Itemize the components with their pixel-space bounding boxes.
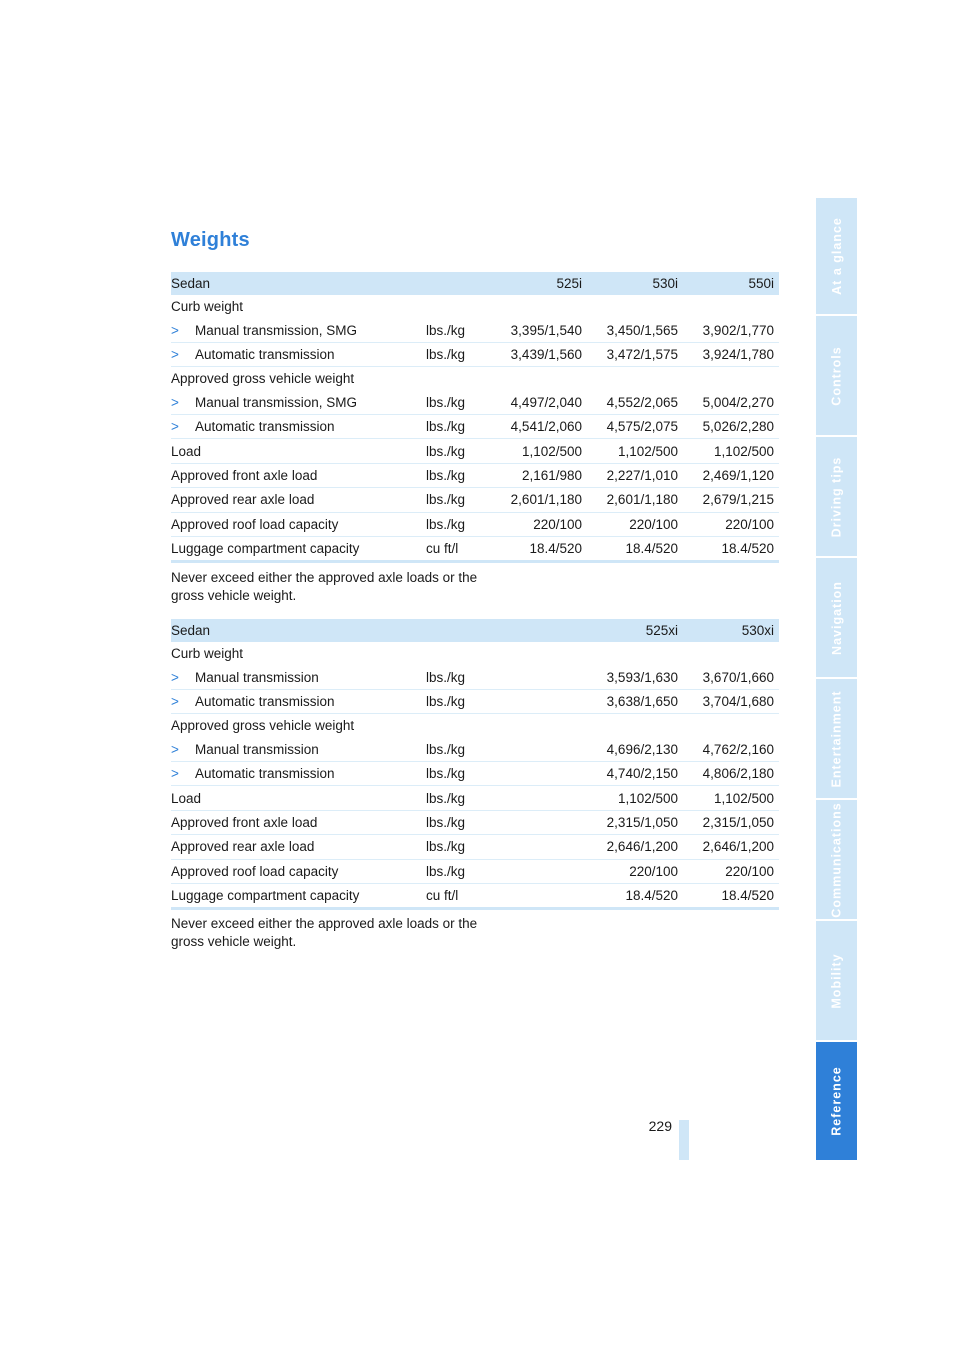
row-value: 4,552/2,065 (587, 391, 683, 415)
sidebar-tab-driving-tips[interactable] (816, 437, 857, 556)
row-label: Approved front axle load (171, 467, 318, 483)
table-row (171, 342, 779, 366)
row-unit: lbs./kg (426, 810, 491, 834)
row-label: Approved rear axle load (171, 492, 315, 508)
sidebar-tab-reference[interactable] (816, 1042, 857, 1160)
sidebar-tab-navigation[interactable] (816, 558, 857, 677)
row-value: 3,472/1,575 (587, 342, 683, 366)
row-value (491, 295, 587, 318)
row-value: 220/100 (491, 512, 587, 536)
sidebar-tab-label: Entertainment (829, 689, 844, 788)
row-value: 3,450/1,565 (587, 318, 683, 342)
table-row (171, 439, 779, 463)
row-label-cell (171, 883, 426, 908)
row-value: 2,315/1,050 (587, 810, 683, 834)
section-title: Weights (171, 229, 250, 251)
row-unit: lbs./kg (426, 738, 491, 762)
note-text: Never exceed either the approved axle loads or the gross vehicle weight. (171, 916, 478, 949)
row-label-cell (171, 859, 426, 883)
row-unit: lbs./kg (426, 761, 491, 785)
row-unit (426, 642, 491, 665)
row-value: 2,646/1,200 (683, 835, 779, 859)
row-unit: lbs./kg (426, 665, 491, 689)
table-row (171, 536, 779, 561)
sidebar-tab-label: Communications (829, 801, 844, 918)
row-label-cell (171, 367, 426, 391)
row-label-cell (171, 761, 426, 785)
row-value: 1,102/500 (491, 439, 587, 463)
table-header-row (171, 272, 779, 295)
row-label: Curb weight (171, 299, 244, 315)
row-unit: cu ft/l (426, 536, 491, 561)
row-value: 2,679/1,215 (683, 488, 779, 512)
table-row (171, 463, 779, 487)
table-row (171, 488, 779, 512)
row-value: 3,670/1,660 (683, 665, 779, 689)
table-row (171, 367, 779, 391)
row-value: 4,541/2,060 (491, 414, 587, 438)
sidebar-tab-communications[interactable] (816, 800, 857, 919)
table-row (171, 761, 779, 785)
row-unit: lbs./kg (426, 391, 491, 415)
table-row (171, 738, 779, 762)
row-value: 4,575/2,075 (587, 414, 683, 438)
row-unit: lbs./kg (426, 689, 491, 713)
row-value: 3,924/1,780 (683, 342, 779, 366)
row-value: 1,102/500 (587, 786, 683, 810)
table-row (171, 391, 779, 415)
sidebar-tab-controls[interactable] (816, 316, 857, 435)
row-value (587, 714, 683, 738)
header-model: 530xi (683, 619, 779, 642)
row-value: 3,439/1,560 (491, 342, 587, 366)
row-unit (426, 714, 491, 738)
table-row (171, 859, 779, 883)
row-value: 2,315/1,050 (683, 810, 779, 834)
row-label: Automatic transmission (195, 419, 335, 435)
row-value (491, 810, 587, 834)
table-row (171, 642, 779, 665)
row-label: Automatic transmission (195, 346, 335, 362)
row-unit: lbs./kg (426, 439, 491, 463)
row-value: 18.4/520 (683, 536, 779, 561)
table-row (171, 786, 779, 810)
row-unit (426, 295, 491, 318)
row-value: 3,902/1,770 (683, 318, 779, 342)
row-label: Approved gross vehicle weight (171, 371, 355, 387)
row-value: 4,762/2,160 (683, 738, 779, 762)
row-value: 2,601/1,180 (491, 488, 587, 512)
sidebar-tab-label: Driving tips (829, 456, 844, 537)
page-number-bar (679, 1120, 689, 1160)
row-value (491, 859, 587, 883)
row-value: 1,102/500 (587, 439, 683, 463)
row-value: 220/100 (587, 512, 683, 536)
row-label: Load (171, 443, 202, 459)
bullet-icon: > (171, 419, 179, 435)
row-label: Approved roof load capacity (171, 863, 339, 879)
row-value: 220/100 (683, 512, 779, 536)
row-value (491, 689, 587, 713)
row-value: 18.4/520 (491, 536, 587, 561)
bullet-icon: > (171, 741, 179, 757)
row-label-cell (171, 414, 426, 438)
row-label: Load (171, 790, 202, 806)
row-label: Manual transmission, SMG (195, 394, 358, 410)
table-row (171, 414, 779, 438)
header-model: 525xi (587, 619, 683, 642)
sidebar-tab-label: Reference (829, 1066, 844, 1136)
row-value: 2,227/1,010 (587, 463, 683, 487)
page-number: 229 (648, 1118, 672, 1134)
header-model: 530i (587, 272, 683, 295)
row-label-cell (171, 295, 426, 318)
row-value: 4,497/2,040 (491, 391, 587, 415)
sidebar-tab-at-a-glance[interactable] (816, 198, 857, 314)
sidebar-tab-label: At a glance (829, 217, 844, 295)
weights-table-sedan-2 (171, 619, 779, 910)
header-unit-spacer (426, 619, 491, 642)
row-value: 4,696/2,130 (587, 738, 683, 762)
row-unit: lbs./kg (426, 859, 491, 883)
row-value (491, 367, 587, 391)
bullet-icon: > (171, 669, 179, 685)
row-value: 1,102/500 (683, 439, 779, 463)
note-text: Never exceed either the approved axle loads or the gross vehicle weight. (171, 570, 478, 603)
header-unit-spacer (426, 272, 491, 295)
row-value: 5,026/2,280 (683, 414, 779, 438)
row-label: Automatic transmission (195, 766, 335, 782)
row-label-cell (171, 665, 426, 689)
row-value (683, 295, 779, 318)
row-unit: lbs./kg (426, 342, 491, 366)
row-value (683, 714, 779, 738)
row-label: Manual transmission (195, 741, 319, 757)
row-value: 3,593/1,630 (587, 665, 683, 689)
row-value (683, 642, 779, 665)
row-value: 2,161/980 (491, 463, 587, 487)
row-label: Approved rear axle load (171, 839, 315, 855)
row-label-cell (171, 642, 426, 665)
sidebar-tab-label: Navigation (829, 580, 844, 655)
table-row (171, 835, 779, 859)
row-value (491, 761, 587, 785)
table-row (171, 810, 779, 834)
row-value: 2,646/1,200 (587, 835, 683, 859)
row-value: 18.4/520 (587, 536, 683, 561)
row-unit: lbs./kg (426, 488, 491, 512)
row-unit: lbs./kg (426, 414, 491, 438)
row-value: 18.4/520 (587, 883, 683, 908)
row-label-cell (171, 488, 426, 512)
row-unit (426, 367, 491, 391)
row-value (491, 665, 587, 689)
row-value (587, 642, 683, 665)
chapter-sidebar (816, 198, 857, 1160)
row-label: Manual transmission, SMG (195, 322, 358, 338)
row-label-cell (171, 342, 426, 366)
sidebar-tab-mobility[interactable] (816, 921, 857, 1040)
bullet-icon: > (171, 766, 179, 782)
bullet-icon: > (171, 346, 179, 362)
row-value (491, 835, 587, 859)
row-value: 2,469/1,120 (683, 463, 779, 487)
row-unit: lbs./kg (426, 835, 491, 859)
row-value: 3,395/1,540 (491, 318, 587, 342)
row-label: Approved gross vehicle weight (171, 718, 355, 734)
row-value (491, 642, 587, 665)
row-label: Automatic transmission (195, 693, 335, 709)
table-row (171, 689, 779, 713)
row-label: Luggage compartment capacity (171, 541, 360, 557)
row-value: 220/100 (683, 859, 779, 883)
row-value: 4,806/2,180 (683, 761, 779, 785)
row-value (491, 714, 587, 738)
row-label: Approved roof load capacity (171, 516, 339, 532)
row-label-cell (171, 536, 426, 561)
row-value (491, 738, 587, 762)
row-label-cell (171, 810, 426, 834)
table-row (171, 512, 779, 536)
row-value (491, 883, 587, 908)
row-value: 4,740/2,150 (587, 761, 683, 785)
header-model (491, 619, 587, 642)
row-value: 3,638/1,650 (587, 689, 683, 713)
table-row (171, 883, 779, 908)
header-label: Sedan (171, 272, 426, 295)
row-label-cell (171, 318, 426, 342)
bullet-icon: > (171, 322, 179, 338)
header-model: 525i (491, 272, 587, 295)
row-label-cell (171, 439, 426, 463)
table-row (171, 714, 779, 738)
header-model: 550i (683, 272, 779, 295)
row-label-cell (171, 391, 426, 415)
table-row (171, 665, 779, 689)
row-label: Manual transmission (195, 669, 319, 685)
row-value: 3,704/1,680 (683, 689, 779, 713)
sidebar-tab-label: Controls (829, 345, 844, 406)
row-unit: lbs./kg (426, 512, 491, 536)
row-value: 1,102/500 (683, 786, 779, 810)
row-value (683, 367, 779, 391)
row-value (491, 786, 587, 810)
row-value: 2,601/1,180 (587, 488, 683, 512)
row-label-cell (171, 714, 426, 738)
row-label-cell (171, 463, 426, 487)
weights-table-sedan-1 (171, 272, 779, 563)
bullet-icon: > (171, 693, 179, 709)
sidebar-tab-entertainment[interactable] (816, 679, 857, 798)
row-unit: cu ft/l (426, 883, 491, 908)
row-label: Curb weight (171, 646, 244, 662)
row-value: 220/100 (587, 859, 683, 883)
row-label: Luggage compartment capacity (171, 888, 360, 904)
sidebar-tab-label: Mobility (829, 952, 844, 1009)
row-label-cell (171, 786, 426, 810)
table-header-row (171, 619, 779, 642)
header-label: Sedan (171, 619, 426, 642)
row-value (587, 367, 683, 391)
row-label-cell (171, 835, 426, 859)
bullet-icon: > (171, 394, 179, 410)
row-label-cell (171, 512, 426, 536)
row-value: 5,004/2,270 (683, 391, 779, 415)
row-value (587, 295, 683, 318)
row-label-cell (171, 689, 426, 713)
row-unit: lbs./kg (426, 463, 491, 487)
row-value: 18.4/520 (683, 883, 779, 908)
row-label: Approved front axle load (171, 814, 318, 830)
table-row (171, 318, 779, 342)
table-row (171, 295, 779, 318)
row-unit: lbs./kg (426, 318, 491, 342)
row-label-cell (171, 738, 426, 762)
row-unit: lbs./kg (426, 786, 491, 810)
